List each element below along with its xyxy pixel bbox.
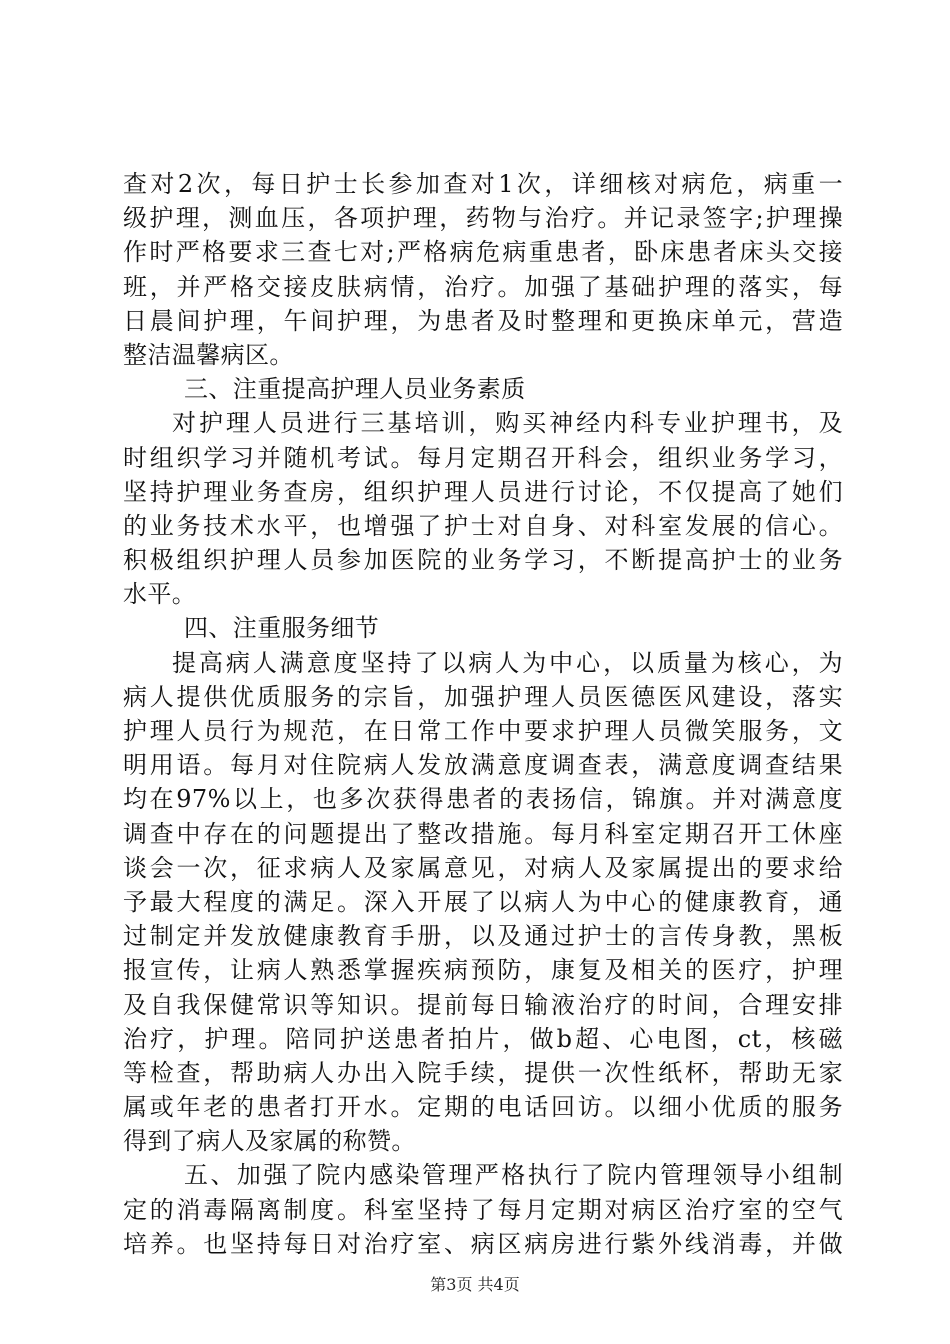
body-line: 等检查，帮助病人办出入院手续，提供一次性纸杯，帮助无家 — [123, 1058, 843, 1087]
body-line: 班，并严格交接皮肤病情，治疗。加强了基础护理的落实，每 — [123, 272, 843, 301]
body-line: 治疗，护理。陪同护送患者拍片，做b超、心电图，ct，核磁 — [123, 1024, 843, 1053]
body-line: 日晨间护理，午间护理，为患者及时整理和更换床单元，营造 — [123, 306, 843, 335]
document-body — [123, 167, 843, 1261]
body-line: 调查中存在的问题提出了整改措施。每月科室定期召开工休座 — [123, 819, 843, 848]
body-line: 病人提供优质服务的宗旨，加强护理人员医德医风建设，落实 — [123, 682, 843, 711]
body-line: 予最大程度的满足。深入开展了以病人为中心的健康教育，通 — [123, 887, 843, 916]
body-line: 积极组织护理人员参加医院的业务学习，不断提高护士的业务 — [123, 546, 843, 575]
body-line: 时组织学习并随机考试。每月定期召开科会，组织业务学习， — [123, 443, 843, 472]
section-heading: 三、注重提高护理人员业务素质 — [184, 375, 526, 404]
body-line: 提高病人满意度坚持了以病人为中心，以质量为核心，为 — [172, 648, 843, 677]
body-line: 级护理，测血压，各项护理，药物与治疗。并记录签字;护理操 — [123, 204, 843, 233]
body-line: 整洁温馨病区。 — [123, 340, 294, 369]
page-footer: 第3页 共4页 — [430, 1275, 520, 1294]
body-line: 培养。也坚持每日对治疗室、病区病房进行紫外线消毒，并做 — [123, 1229, 843, 1258]
body-line: 定的消毒隔离制度。科室坚持了每月定期对病区治疗室的空气 — [123, 1195, 843, 1224]
body-line: 明用语。每月对住院病人发放满意度调查表，满意度调查结果 — [123, 751, 843, 780]
body-line: 对护理人员进行三基培训，购买神经内科专业护理书，及 — [172, 409, 843, 438]
body-line: 的业务技术水平，也增强了护士对自身、对科室发展的信心。 — [123, 511, 843, 540]
section-heading: 四、注重服务细节 — [184, 614, 380, 643]
body-line: 水平。 — [123, 580, 197, 609]
body-line: 及自我保健常识等知识。提前每日输液治疗的时间，合理安排 — [123, 990, 843, 1019]
body-line: 坚持护理业务查房，组织护理人员进行讨论，不仅提高了她们 — [123, 477, 843, 506]
body-line: 均在97%以上，也多次获得患者的表扬信，锦旗。并对满意度 — [123, 785, 843, 814]
body-line: 报宣传，让病人熟悉掌握疾病预防，康复及相关的医疗，护理 — [123, 956, 843, 985]
body-line: 过制定并发放健康教育手册，以及通过护士的言传身教，黑板 — [123, 922, 843, 951]
body-line: 属或年老的患者打开水。定期的电话回访。以细小优质的服务 — [123, 1093, 843, 1122]
body-line: 谈会一次，征求病人及家属意见，对病人及家属提出的要求给 — [123, 853, 843, 882]
body-line: 得到了病人及家属的称赞。 — [123, 1127, 416, 1156]
body-line: 作时严格要求三查七对;严格病危病重患者，卧床患者床头交接 — [123, 238, 843, 267]
body-line: 查对2次，每日护士长参加查对1次，详细核对病危，病重一 — [123, 170, 843, 198]
section-heading: 五、加强了院内感染管理严格执行了院内管理领导小组制 — [184, 1161, 843, 1190]
body-line: 护理人员行为规范，在日常工作中要求护理人员微笑服务，文 — [123, 717, 843, 745]
